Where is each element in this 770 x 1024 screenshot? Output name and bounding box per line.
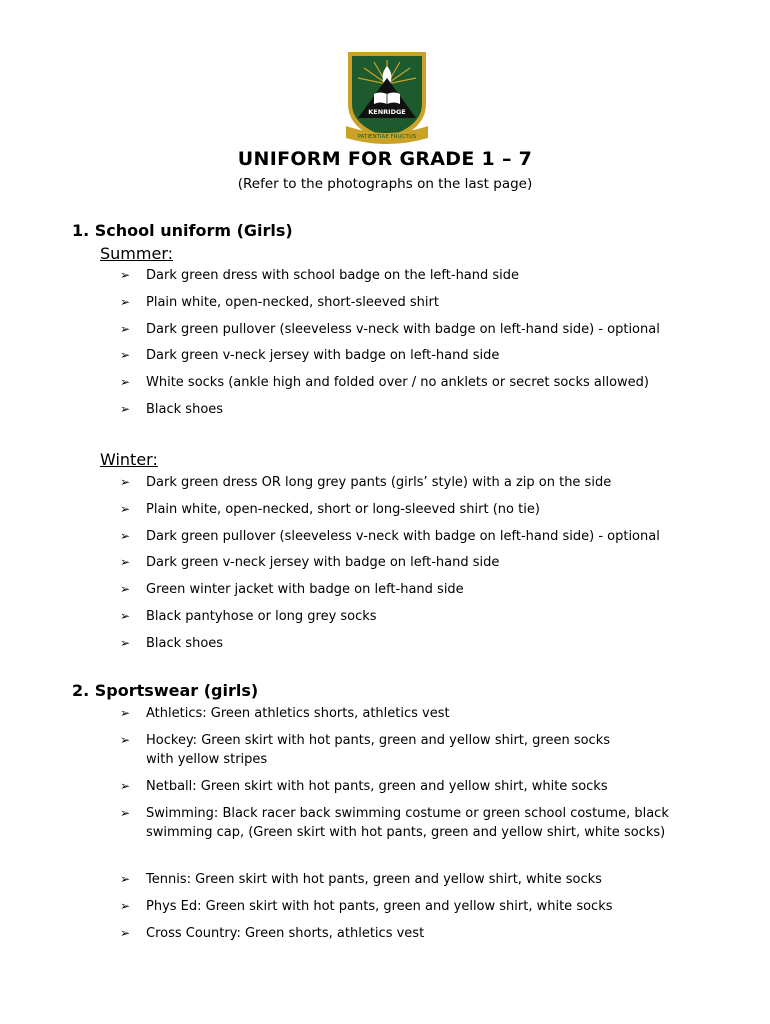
section-heading-school-uniform: 1. School uniform (Girls)	[72, 221, 293, 240]
list-item: ➢ White socks (ankle high and folded over / no anklets or secret socks allowed)	[120, 375, 649, 390]
list-item: ➢ Black pantyhose or long grey socks	[120, 609, 377, 624]
bullet-arrow-icon: ➢	[120, 636, 131, 650]
list-item: ➢ Dark green dress OR long grey pants (girls’ style) with a zip on the side	[120, 475, 612, 490]
bullet-arrow-icon: ➢	[120, 733, 131, 747]
list-item: ➢ Phys Ed: Green skirt with hot pants, green and yellow shirt, white socks	[120, 899, 613, 914]
bullet-arrow-icon: ➢	[120, 706, 131, 720]
bullet-arrow-icon: ➢	[120, 899, 131, 913]
subheading-winter-label: Winter	[100, 450, 153, 469]
bullet-arrow-icon: ➢	[120, 475, 131, 489]
bullet-arrow-icon: ➢	[120, 582, 131, 596]
list-item: ➢ Plain white, open-necked, short-sleeved shirt	[120, 295, 439, 310]
list-item: ➢ Dark green dress with school badge on the left-hand side	[120, 268, 520, 283]
page-subtitle: (Refer to the photographs on the last page)	[237, 176, 533, 192]
bullet-arrow-icon: ➢	[120, 502, 131, 516]
list-item: ➢ Dark green pullover (sleeveless v-neck with badge on left-hand side) - optional	[120, 529, 660, 544]
list-item: ➢ Hockey: Green skirt with hot pants, green and yellow shirt, green socks with yellow stripes	[120, 733, 611, 767]
bullet-arrow-icon: ➢	[120, 322, 131, 336]
list-item: ➢ Cross Country: Green shorts, athletics vest	[120, 926, 425, 941]
list-item: ➢ Green winter jacket with badge on left-hand side	[120, 582, 464, 597]
subheading-winter	[100, 450, 158, 469]
bullet-arrow-icon: ➢	[120, 555, 131, 569]
bullet-arrow-icon: ➢	[120, 609, 131, 623]
list-item: ➢ Netball: Green skirt with hot pants, green and yellow shirt, white socks	[120, 779, 608, 794]
subheading-winter-colon: :	[152, 450, 158, 469]
bullet-arrow-icon: ➢	[120, 926, 131, 940]
bullet-arrow-icon: ➢	[120, 348, 131, 362]
bullet-arrow-icon: ➢	[120, 806, 131, 820]
subheading-summer-label: Summer	[100, 244, 168, 263]
page-title: UNIFORM FOR GRADE 1 – 7	[237, 148, 533, 170]
bullet-arrow-icon: ➢	[120, 529, 131, 543]
list-item: ➢ Swimming: Black racer back swimming costume or green school costume, black swimming cap, (Green skirt with hot pants, green and yellow shirt, white socks)	[120, 806, 669, 840]
list-item: ➢ Black shoes	[120, 636, 224, 651]
list-item: ➢ Plain white, open-necked, short or long-sleeved shirt (no tie)	[120, 502, 540, 517]
subheading-summer	[100, 244, 173, 263]
bullet-arrow-icon: ➢	[120, 779, 131, 793]
badge-name: KENRIDGE	[368, 108, 406, 116]
section-heading-sportswear: 2. Sportswear (girls)	[72, 681, 259, 700]
school-badge-logo	[344, 44, 430, 148]
subheading-summer-colon: :	[167, 244, 173, 263]
bullet-arrow-icon: ➢	[120, 268, 131, 282]
list-item: ➢ Dark green v-neck jersey with badge on left-hand side	[120, 348, 500, 363]
badge-motto: PATIENTIAE FRUCTUS	[357, 134, 417, 140]
list-item: ➢ Athletics: Green athletics shorts, athletics vest	[120, 706, 450, 721]
bullet-arrow-icon: ➢	[120, 375, 131, 389]
list-item: ➢ Dark green v-neck jersey with badge on left-hand side	[120, 555, 500, 570]
bullet-arrow-icon: ➢	[120, 402, 131, 416]
list-item: ➢ Tennis: Green skirt with hot pants, green and yellow shirt, white socks	[120, 872, 602, 887]
list-item: ➢ Dark green pullover (sleeveless v-neck with badge on left-hand side) - optional	[120, 322, 660, 337]
list-item: ➢ Black shoes	[120, 402, 224, 417]
bullet-arrow-icon: ➢	[120, 872, 131, 886]
bullet-arrow-icon: ➢	[120, 295, 131, 309]
